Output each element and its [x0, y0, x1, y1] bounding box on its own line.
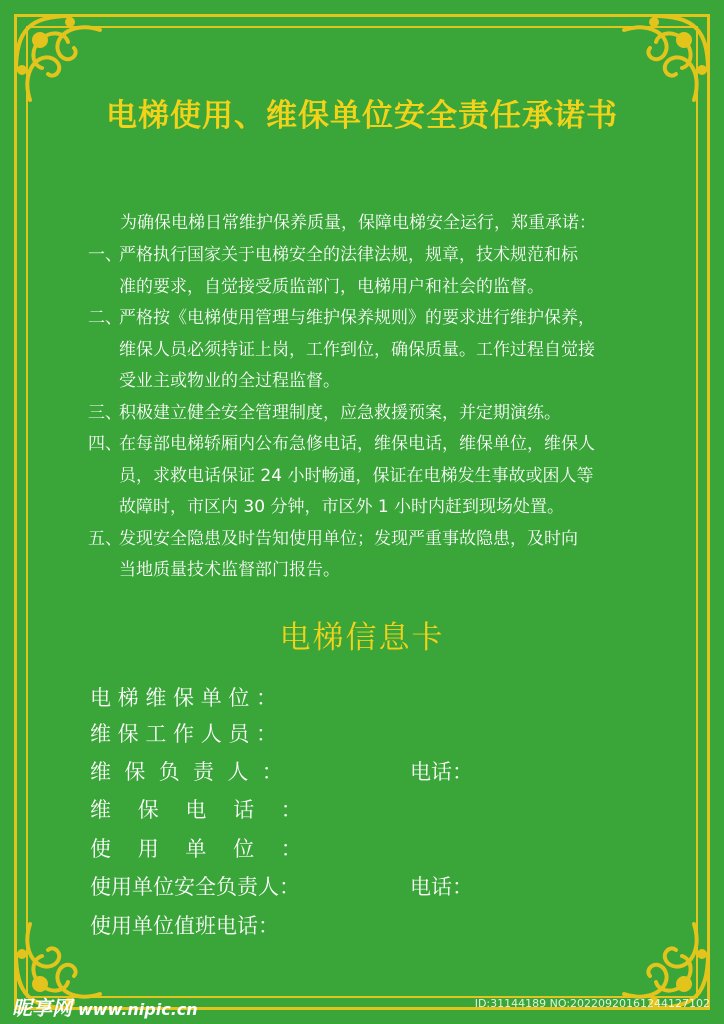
- field-phone-label: 电话：: [410, 760, 473, 784]
- commitment-item: [88, 524, 648, 587]
- commitment-item: [88, 398, 648, 430]
- field-user-safety-manager: 使用单位安全负责人：: [90, 875, 300, 899]
- watermark-brand-name: 昵享网: [12, 996, 72, 1020]
- commitment-item: [88, 303, 648, 398]
- item-line: 准的要求，自觉接受质监部门，电梯用户和社会的监督。: [119, 276, 544, 297]
- watermark-url: www.nipic.cn: [78, 1000, 198, 1019]
- field-maintenance-unit: 电 梯 维 保 单 位 ：: [90, 686, 278, 710]
- item-line: 严格执行国家关于电梯安全的法律法规，规章，技术规范和标: [119, 245, 578, 265]
- field-duty-phone: 使用单位值班电话：: [90, 914, 279, 938]
- item-line: 员，求救电话保证 24 小时畅通，保证在电梯发生事故或困人等: [119, 465, 594, 486]
- field-maintenance-manager: 维 保 负 责 人 ：: [90, 760, 283, 784]
- intro-text: 为确保电梯日常维护保养质量，保障电梯安全运行，郑重承诺：: [120, 213, 596, 233]
- item-line: 维保人员必须持证上岗，工作到位，确保质量。工作过程自觉接: [119, 339, 595, 360]
- commitment-item: [88, 429, 648, 524]
- watermark-id: ID:31144189 NO:20220920161244127102: [474, 997, 710, 1010]
- commitment-item: [88, 240, 648, 303]
- watermark-brand: [12, 992, 198, 1021]
- item-number: 五、: [88, 528, 122, 549]
- field-maintenance-staff: 维 保 工 作 人 员 ：: [90, 722, 278, 746]
- item-line: 当地质量技术监督部门报告。: [119, 560, 340, 580]
- item-line: 发现安全隐患及时告知使用单位；发现严重事故隐患，及时向: [119, 528, 578, 549]
- commitment-list: [88, 240, 648, 587]
- field-user-unit: 使 用 单 位 ：: [90, 837, 302, 861]
- field-maintenance-phone: 维 保 电 话 ：: [90, 798, 302, 822]
- item-line: 严格按《电梯使用管理与维护保养规则》的要求进行维护保养，: [119, 308, 595, 328]
- field-phone-label: 电话：: [410, 875, 473, 899]
- item-line: 在每部电梯轿厢内公布急修电话，维保电话，维保单位，维保人: [119, 434, 595, 454]
- item-line: 受业主或物业的全过程监督。: [119, 371, 340, 391]
- item-line: 积极建立健全安全管理制度，应急救援预案，并定期演练。: [119, 402, 561, 423]
- info-card-title: 电梯信息卡: [279, 620, 445, 656]
- item-number: 二、: [88, 308, 122, 328]
- item-line: 故障时，市区内 30 分钟，市区外 1 小时内赶到现场处置。: [119, 497, 565, 517]
- page-title: 电梯使用、维保单位安全责任承诺书: [106, 98, 618, 134]
- item-number: 三、: [88, 402, 122, 423]
- item-number: 四、: [88, 434, 122, 454]
- item-number: 一、: [88, 245, 122, 265]
